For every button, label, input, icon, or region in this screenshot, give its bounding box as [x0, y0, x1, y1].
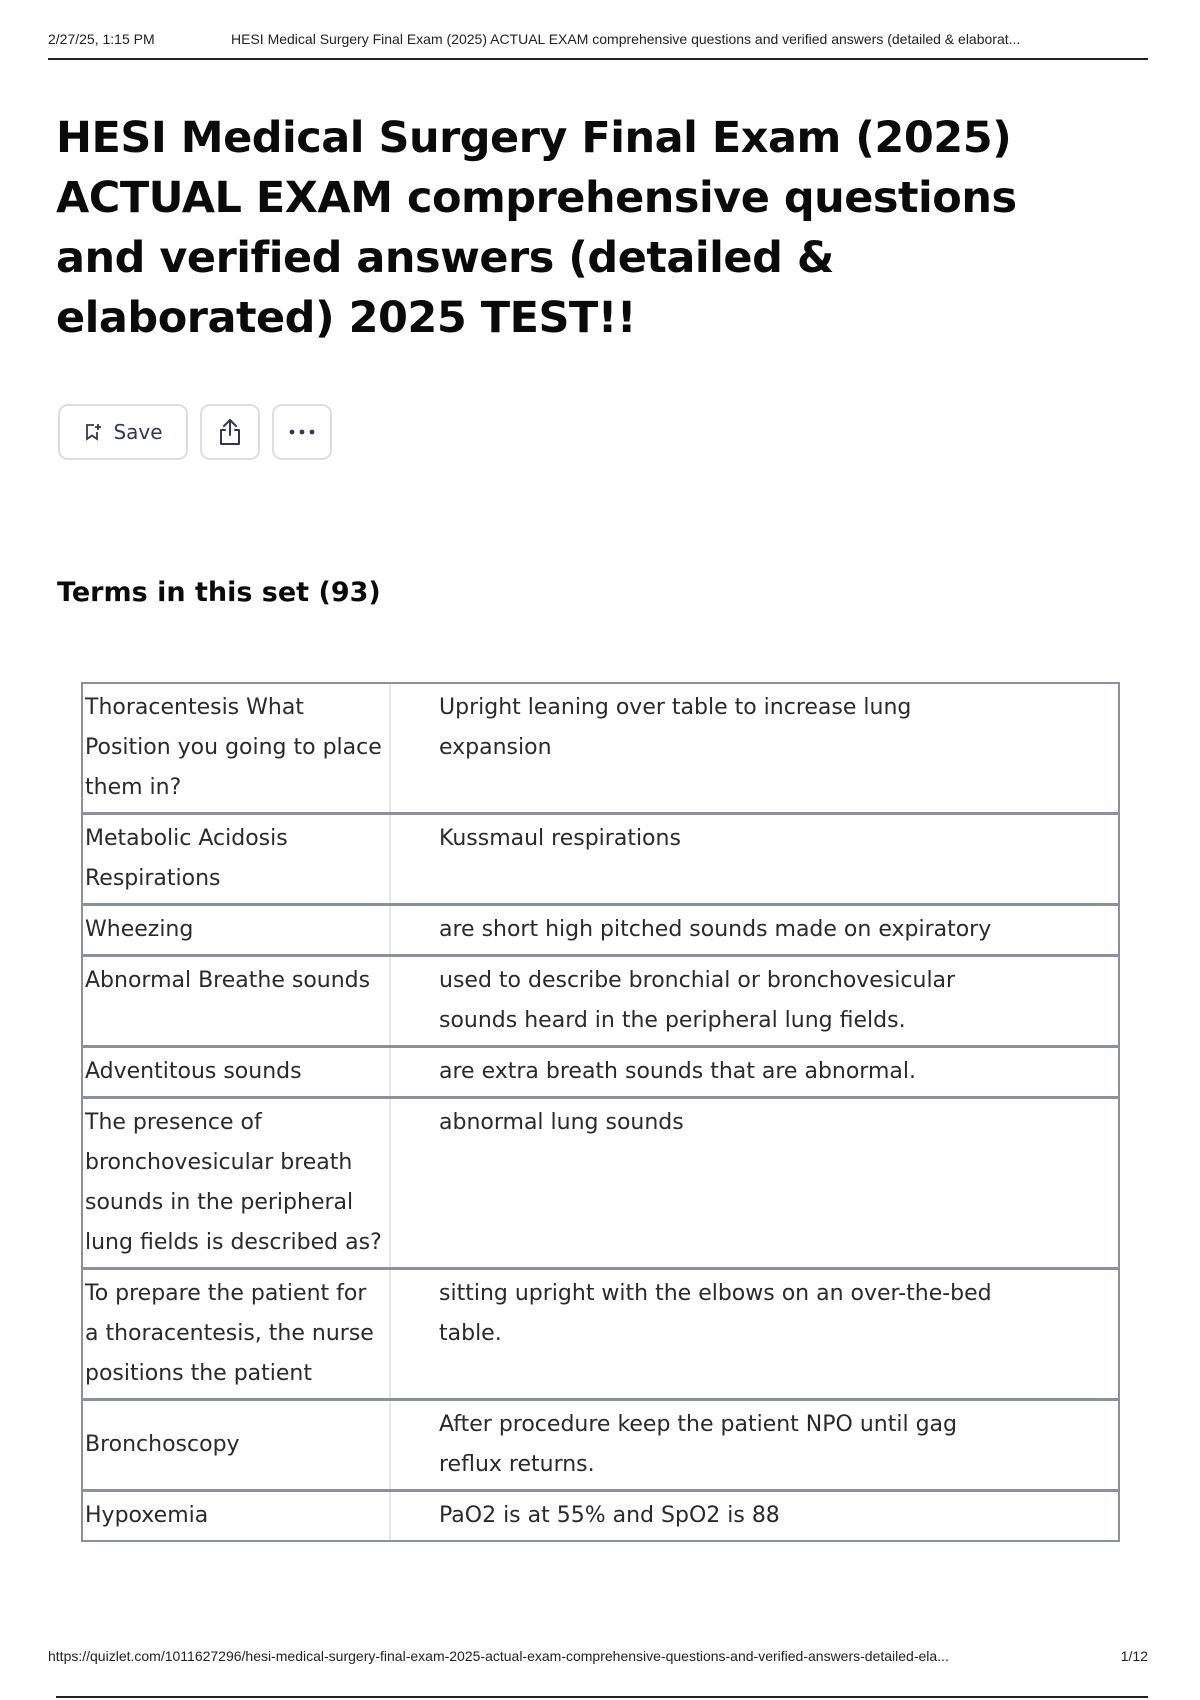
definition-text: abnormal lung sounds: [439, 1110, 684, 1135]
term-row: [83, 1048, 1118, 1099]
print-datetime: 2/27/25, 1:15 PM: [48, 31, 155, 47]
definition-text: After procedure keep the patient NPO until gag reflux returns.: [439, 1412, 957, 1477]
term-row: [83, 1401, 1118, 1492]
page-number: 1/12: [1120, 1648, 1148, 1664]
action-bar: [58, 404, 332, 460]
term-row: [83, 1099, 1118, 1270]
footer-divider: [56, 1696, 1148, 1698]
more-options-icon: [287, 428, 317, 436]
term-text: Wheezing: [83, 906, 391, 954]
print-page-title: HESI Medical Surgery Final Exam (2025) ACTUAL EXAM comprehensive questions and verified answers (detailed & elaborat...: [231, 31, 1021, 47]
term-row: [83, 957, 1118, 1048]
definition-text: PaO2 is at 55% and SpO2 is 88: [439, 1503, 780, 1528]
term-row: [83, 1270, 1118, 1401]
definition-text: sitting upright with the elbows on an over-the-bed table.: [439, 1281, 992, 1346]
term-text: The presence of bronchovesicular breath sounds in the peripheral lung fields is described as?: [83, 1099, 391, 1267]
save-button[interactable]: [58, 404, 188, 460]
term-row: [83, 906, 1118, 957]
definition-text: are short high pitched sounds made on expiratory: [439, 917, 992, 942]
term-row: [83, 1492, 1118, 1540]
definition-text: Upright leaning over table to increase lung expansion: [439, 695, 912, 760]
save-button-label: Save: [113, 420, 163, 444]
terms-heading: Terms in this set (93): [57, 577, 381, 608]
share-button[interactable]: [200, 404, 260, 460]
bookmark-add-icon: [83, 422, 103, 442]
term-row: [83, 684, 1118, 815]
term-text: Bronchoscopy: [83, 1401, 391, 1489]
definition-text: are extra breath sounds that are abnormal.: [439, 1059, 916, 1084]
term-row: [83, 815, 1118, 906]
print-header: [48, 28, 1148, 60]
definition-text: used to describe bronchial or bronchovesicular sounds heard in the peripheral lung fields.: [439, 968, 956, 1033]
term-text: Adventitous sounds: [83, 1048, 391, 1096]
page-title: HESI Medical Surgery Final Exam (2025) ACTUAL EXAM comprehensive questions and verified answers (detailed & elaborated) 2025 TEST!!: [56, 113, 1017, 343]
print-url: https://quizlet.com/1011627296/hesi-medical-surgery-final-exam-2025-actual-exam-comprehensive-questions-and-verified-answers-detailed-ela...: [48, 1648, 949, 1664]
term-text: Metabolic Acidosis Respirations: [83, 815, 391, 903]
term-text: Abnormal Breathe sounds: [83, 957, 391, 1045]
share-icon: [216, 417, 244, 447]
term-text: To prepare the patient for a thoracentesis, the nurse positions the patient: [83, 1270, 391, 1398]
term-text: Thoracentesis What Position you going to place them in?: [83, 684, 391, 812]
definition-text: Kussmaul respirations: [439, 826, 681, 851]
term-text: Hypoxemia: [83, 1492, 391, 1540]
more-options-button[interactable]: [272, 404, 332, 460]
terms-table: [81, 682, 1120, 1542]
